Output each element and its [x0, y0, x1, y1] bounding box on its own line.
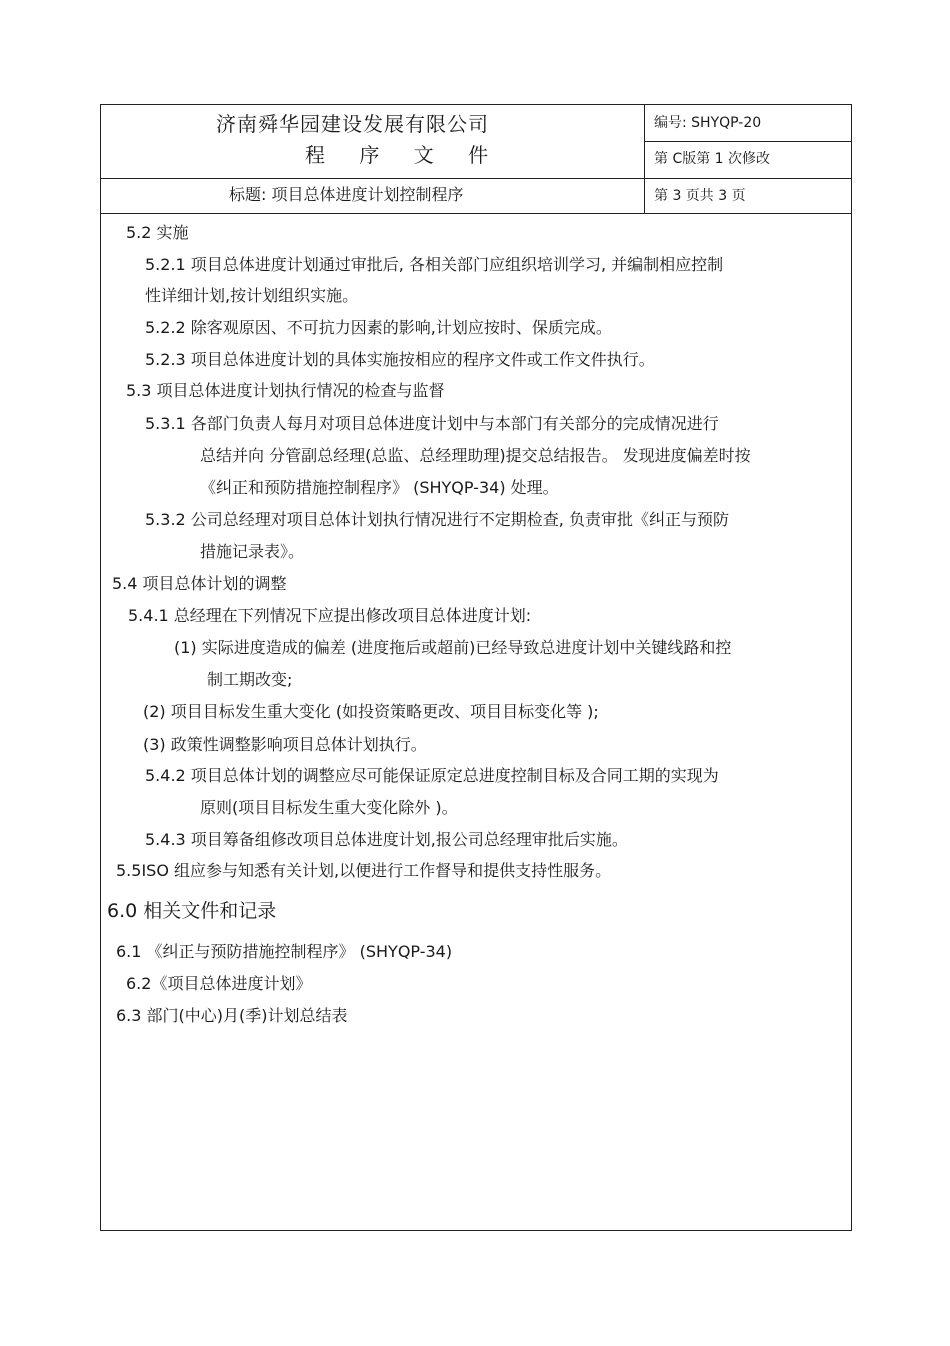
divider-header — [101, 178, 852, 179]
clause-5-2-1-cont: 性详细计划,按计划组织实施。 — [145, 286, 359, 305]
list-item-3: (3) 政策性调整影响项目总体计划执行。 — [143, 735, 427, 754]
clause-5-3-2-cont: 措施记录表》。 — [200, 542, 305, 561]
divider-title — [101, 213, 852, 214]
record-6-2: 6.2《项目总体进度计划》 — [126, 974, 312, 993]
document-type: 程 序 文 件 — [305, 143, 503, 167]
section-5-4-heading: 5.4 项目总体计划的调整 — [112, 574, 287, 593]
list-item-1-cont: 制工期改变; — [207, 670, 293, 689]
section-6-heading: 6.0 相关文件和记录 — [107, 900, 277, 922]
clause-5-2-2: 5.2.2 除客观原因、不可抗力因素的影响,计划应按时、保质完成。 — [145, 318, 612, 337]
document-number: 编号: SHYQP-20 — [654, 115, 762, 131]
clause-5-3-1: 5.3.1 各部门负责人每月对项目总体进度计划中与本部门有关部分的完成情况进行 — [145, 414, 719, 433]
record-6-1: 6.1 《纠正与预防措施控制程序》 (SHYQP-34) — [116, 942, 453, 961]
section-5-2-heading: 5.2 实施 — [126, 223, 189, 242]
clause-5-2-1: 5.2.1 项目总体进度计划通过审批后, 各相关部门应组织培训学习, 并编制相应控制 — [145, 255, 724, 274]
document-title: 标题: 项目总体进度计划控制程序 — [229, 185, 464, 204]
revision-info: 第 C版第 1 次修改 — [654, 151, 771, 167]
divider-header-right — [644, 141, 852, 142]
clause-5-3-1-cont-2: 《纠正和预防措施控制程序》 (SHYQP-34) 处理。 — [200, 478, 559, 497]
section-5-5: 5.5ISO 组应参与知悉有关计划,以便进行工作督导和提供支持性服务。 — [116, 861, 612, 880]
clause-5-4-3: 5.4.3 项目筹备组修改项目总体进度计划,报公司总经理审批后实施。 — [145, 830, 628, 849]
company-name: 济南舜华园建设发展有限公司 — [216, 112, 489, 136]
divider-header-vertical — [644, 105, 645, 214]
clause-5-4-1: 5.4.1 总经理在下列情况下应提出修改项目总体进度计划: — [128, 606, 532, 625]
clause-5-3-1-cont-1: 总结并向 分管副总经理(总监、总经理助理)提交总结报告。 发现进度偏差时按 — [200, 446, 751, 465]
list-item-1: (1) 实际进度造成的偏差 (进度拖后或超前)已经导致总进度计划中关键线路和控 — [174, 638, 732, 657]
clause-5-3-2: 5.3.2 公司总经理对项目总体计划执行情况进行不定期检查, 负责审批《纠正与预防 — [145, 510, 729, 529]
list-item-2: (2) 项目目标发生重大变化 (如投资策略更改、项目目标变化等 ); — [143, 702, 599, 721]
page-info: 第 3 页共 3 页 — [654, 188, 746, 204]
section-5-3-heading: 5.3 项目总体进度计划执行情况的检查与监督 — [126, 381, 445, 400]
record-6-3: 6.3 部门(中心)月(季)计划总结表 — [116, 1006, 348, 1025]
clause-5-2-3: 5.2.3 项目总体进度计划的具体实施按相应的程序文件或工作文件执行。 — [145, 350, 655, 369]
clause-5-4-2-cont: 原则(项目目标发生重大变化除外 )。 — [200, 798, 458, 817]
clause-5-4-2: 5.4.2 项目总体计划的调整应尽可能保证原定总进度控制目标及合同工期的实现为 — [145, 766, 719, 785]
